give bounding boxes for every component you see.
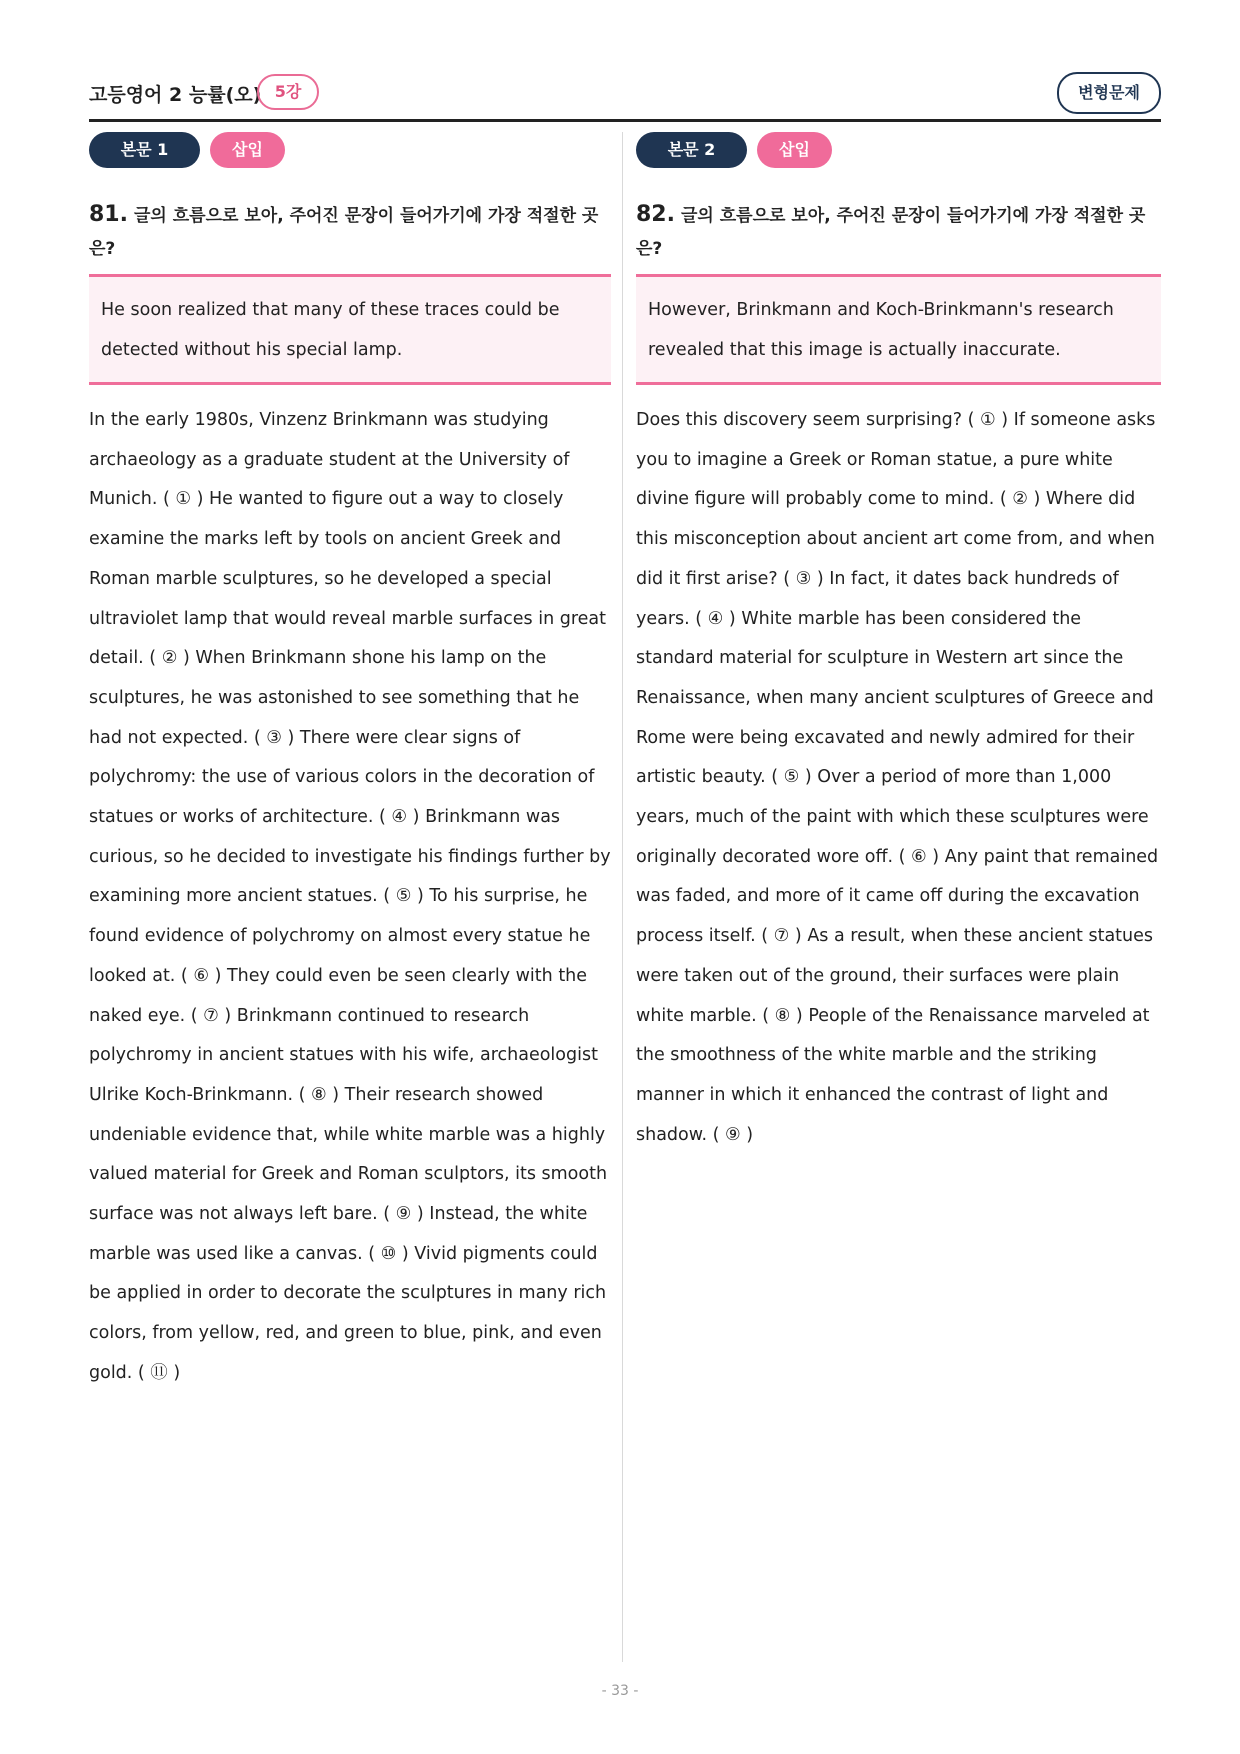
question-prompt <box>89 198 611 266</box>
book-title: 고등영어 2 능률(오) <box>89 84 262 106</box>
question-number: 82. <box>636 202 675 227</box>
body-tag: 본문 1 <box>89 132 200 168</box>
passage-text: Does this discovery seem surprising? ( ① ) If someone asks you to imagine a Greek or Roman statue, a pure white divine figure will probably come to mind. ( ② ) Where did this misconception about ancient art come from, and when did it first arise? ( ③ ) In fact, it dates back hundreds of years. ( ④ ) White marble has been considered the standard material for sculpture in Western art since the Renaissance, when many ancient sculptures of Greece and Rome were being excavated and newly admired for their artistic beauty. ( ⑤ ) Over a period of more than 1,000 years, much of the paint with which these sculptures were originally decorated wore off. ( ⑥ ) Any paint that remained was faded, and more of it came off during the excavation process itself. ( ⑦ ) As a result, when these ancient statues were taken out of the ground, their surfaces were plain white marble. ( ⑧ ) People of the Renaissance marveled at the smoothness of the white marble and the striking manner in which it enhanced the contrast of light and shadow. ( ⑨ ) <box>636 410 1159 1145</box>
tag-row <box>636 132 1161 168</box>
problem-type-badge: 변형문제 <box>1057 72 1161 114</box>
page-number: - 33 - <box>601 1683 639 1699</box>
given-sentence-box <box>636 274 1161 385</box>
question-text: 글의 흐름으로 보아, 주어진 문장이 들어가기에 가장 적절한 곳은? <box>89 206 599 259</box>
given-sentence: However, Brinkmann and Koch-Brinkmann's research revealed that this image is actually inaccurate. <box>648 300 1114 360</box>
given-sentence-box <box>89 274 611 385</box>
tag-row <box>89 132 611 168</box>
question-81-column <box>89 132 611 1394</box>
question-type-tag: 삽입 <box>757 132 832 168</box>
question-prompt <box>636 198 1161 266</box>
passage-text: In the early 1980s, Vinzenz Brinkmann was studying archaeology as a graduate student at the University of Munich. ( ① ) He wanted to figure out a way to closely examine the marks left by tools on ancient Greek and Roman marble sculptures, so he developed a special ultraviolet lamp that would reveal marble surfaces in great detail. ( ② ) When Brinkmann shone his lamp on the sculptures, he was astonished to see something that he had not expected. ( ③ ) There were clear signs of polychromy: the use of various colors in the decoration of statues or works of architecture. ( ④ ) Brinkmann was curious, so he decided to investigate his findings further by examining more ancient statues. ( ⑤ ) To his surprise, he found evidence of polychromy on almost every statue he looked at. ( ⑥ ) They could even be seen clearly with the naked eye. ( ⑦ ) Brinkmann continued to research polychromy in ancient statues with his wife, archaeologist Ulrike Koch-Brinkmann. ( ⑧ ) Their research showed undeniable evidence that, while white marble was a highly valued material for Greek and Roman sculptors, its smooth surface was not always left bare. ( ⑨ ) Instead, the white marble was used like a canvas. ( ⑩ ) Vivid pigments could be applied in order to decorate the sculptures in many rich colors, from yellow, red, and green to blue, pink, and even gold. ( ⑪ ) <box>89 410 611 1383</box>
page-header <box>89 72 1161 122</box>
question-text: 글의 흐름으로 보아, 주어진 문장이 들어가기에 가장 적절한 곳은? <box>636 206 1146 259</box>
lesson-badge: 5강 <box>257 74 319 110</box>
body-tag: 본문 2 <box>636 132 747 168</box>
given-sentence: He soon realized that many of these traces could be detected without his special lamp. <box>101 300 560 360</box>
question-82-column <box>636 132 1161 1155</box>
column-divider <box>622 132 623 1662</box>
question-type-tag: 삽입 <box>210 132 285 168</box>
header-divider <box>89 119 1161 122</box>
question-number: 81. <box>89 202 128 227</box>
